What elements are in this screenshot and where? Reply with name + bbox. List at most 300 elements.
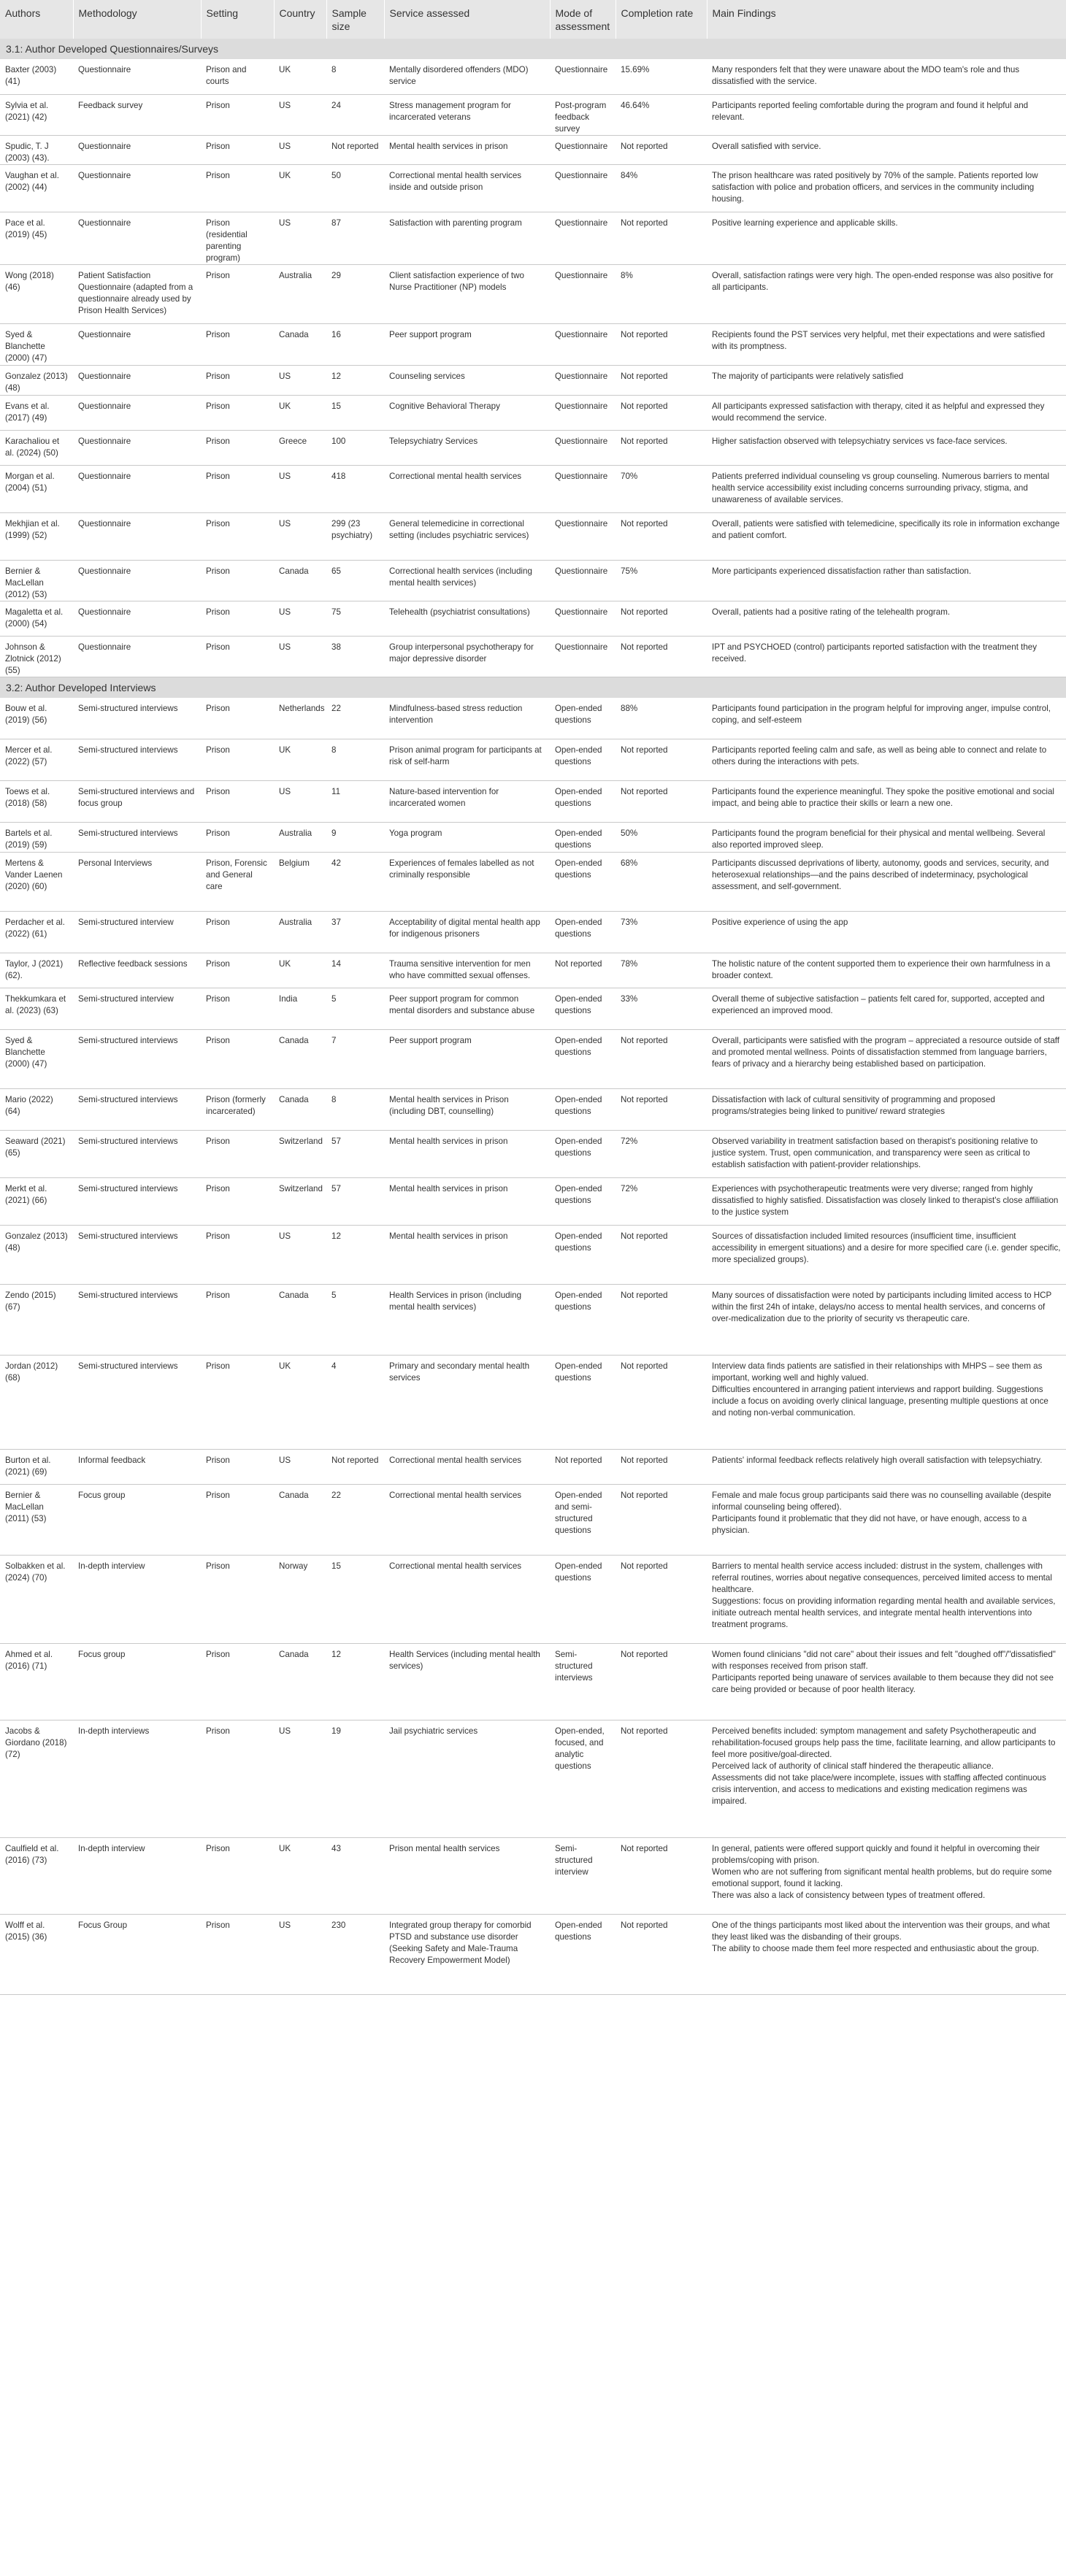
cell-completion-rate: Not reported bbox=[616, 1838, 707, 1915]
cell-service-assessed: Primary and secondary mental health services bbox=[384, 1356, 550, 1450]
cell-sample-size: 29 bbox=[326, 264, 384, 323]
cell-mode-of-assessment: Semi-structured interviews bbox=[550, 1644, 616, 1720]
cell-main-findings: Participants reported feeling comfortable during the program and found it helpful and relevant. bbox=[707, 94, 1066, 135]
cell-setting: Prison bbox=[201, 823, 274, 853]
cell-mode-of-assessment: Semi-structured interview bbox=[550, 1838, 616, 1915]
cell-authors: Taylor, J (2021) (62). bbox=[0, 953, 73, 988]
table-row bbox=[0, 395, 1066, 430]
column-header-country: Country bbox=[274, 0, 326, 39]
cell-methodology: Questionnaire bbox=[73, 395, 201, 430]
cell-setting: Prison bbox=[201, 781, 274, 823]
cell-service-assessed: Correctional mental health services bbox=[384, 1556, 550, 1644]
cell-completion-rate: Not reported bbox=[616, 395, 707, 430]
cell-mode-of-assessment: Open-ended questions bbox=[550, 781, 616, 823]
cell-completion-rate: 72% bbox=[616, 1131, 707, 1178]
cell-completion-rate: 78% bbox=[616, 953, 707, 988]
table-body bbox=[0, 39, 1066, 1995]
cell-setting: Prison bbox=[201, 1644, 274, 1720]
cell-setting: Prison bbox=[201, 1556, 274, 1644]
cell-completion-rate: Not reported bbox=[616, 1285, 707, 1356]
cell-authors: Mario (2022) (64) bbox=[0, 1089, 73, 1131]
cell-methodology: Semi-structured interviews bbox=[73, 1178, 201, 1226]
cell-methodology: Questionnaire bbox=[73, 430, 201, 465]
cell-setting: Prison bbox=[201, 430, 274, 465]
cell-service-assessed: Mental health services in prison bbox=[384, 135, 550, 164]
cell-completion-rate: 46.64% bbox=[616, 94, 707, 135]
table-row bbox=[0, 1450, 1066, 1485]
cell-country: India bbox=[274, 988, 326, 1030]
cell-authors: Merkt et al. (2021) (66) bbox=[0, 1178, 73, 1226]
cell-authors: Caulfield et al. (2016) (73) bbox=[0, 1838, 73, 1915]
cell-country: US bbox=[274, 636, 326, 677]
cell-completion-rate: Not reported bbox=[616, 1720, 707, 1838]
cell-sample-size: 75 bbox=[326, 601, 384, 636]
cell-mode-of-assessment: Questionnaire bbox=[550, 636, 616, 677]
cell-country: Canada bbox=[274, 1030, 326, 1089]
cell-main-findings: Overall, patients had a positive rating of the telehealth program. bbox=[707, 601, 1066, 636]
cell-completion-rate: 70% bbox=[616, 465, 707, 512]
cell-service-assessed: Jail psychiatric services bbox=[384, 1720, 550, 1838]
cell-service-assessed: Yoga program bbox=[384, 823, 550, 853]
cell-mode-of-assessment: Open-ended questions bbox=[550, 1131, 616, 1178]
cell-methodology: Questionnaire bbox=[73, 512, 201, 560]
section-header-row bbox=[0, 677, 1066, 698]
table-row bbox=[0, 636, 1066, 677]
column-header-sample-size: Sample size bbox=[326, 0, 384, 39]
table-row bbox=[0, 1178, 1066, 1226]
table-row bbox=[0, 1089, 1066, 1131]
cell-service-assessed: Acceptability of digital mental health app for indigenous prisoners bbox=[384, 912, 550, 953]
cell-main-findings: Perceived benefits included: symptom management and safety Psychotherapeutic and rehabilitation-focused groups help pass the time, facilitate learning, and allow participants to feel more positive/goal-directed. Perceived lack of authority of clinical staff hindered the therapeutic alliance. Assessments did not take place/were incomplete, issues with staffing affected continuous crisis intervention, and access to medications and existing medication regimens was impaired. bbox=[707, 1720, 1066, 1838]
cell-setting: Prison bbox=[201, 395, 274, 430]
table-row bbox=[0, 1030, 1066, 1089]
cell-mode-of-assessment: Questionnaire bbox=[550, 59, 616, 94]
cell-setting: Prison bbox=[201, 953, 274, 988]
cell-country: Canada bbox=[274, 560, 326, 601]
cell-authors: Spudic, T. J (2003) (43). bbox=[0, 135, 73, 164]
cell-main-findings: Overall satisfied with service. bbox=[707, 135, 1066, 164]
table-header-row bbox=[0, 0, 1066, 39]
cell-setting: Prison bbox=[201, 1030, 274, 1089]
cell-completion-rate: Not reported bbox=[616, 781, 707, 823]
cell-setting: Prison bbox=[201, 1915, 274, 1995]
cell-setting: Prison bbox=[201, 135, 274, 164]
cell-country: UK bbox=[274, 395, 326, 430]
cell-setting: Prison bbox=[201, 264, 274, 323]
table-row bbox=[0, 1915, 1066, 1995]
table-row bbox=[0, 1226, 1066, 1285]
cell-methodology: Semi-structured interviews bbox=[73, 1131, 201, 1178]
cell-completion-rate: Not reported bbox=[616, 1485, 707, 1556]
column-header-authors: Authors bbox=[0, 0, 73, 39]
cell-sample-size: 15 bbox=[326, 395, 384, 430]
column-header-mode-of-assessment: Mode of assessment bbox=[550, 0, 616, 39]
cell-country: Australia bbox=[274, 823, 326, 853]
cell-sample-size: 43 bbox=[326, 1838, 384, 1915]
cell-methodology: Informal feedback bbox=[73, 1450, 201, 1485]
cell-completion-rate: 8% bbox=[616, 264, 707, 323]
cell-main-findings: Recipients found the PST services very helpful, met their expectations and were satisfied with its promptness. bbox=[707, 323, 1066, 365]
cell-sample-size: 87 bbox=[326, 212, 384, 264]
cell-setting: Prison and courts bbox=[201, 59, 274, 94]
cell-main-findings: Overall, satisfaction ratings were very high. The open-ended response was also positive for all participants. bbox=[707, 264, 1066, 323]
cell-setting: Prison bbox=[201, 1450, 274, 1485]
cell-completion-rate: 88% bbox=[616, 698, 707, 739]
cell-service-assessed: Stress management program for incarcerated veterans bbox=[384, 94, 550, 135]
cell-sample-size: 57 bbox=[326, 1131, 384, 1178]
cell-mode-of-assessment: Open-ended questions bbox=[550, 1556, 616, 1644]
cell-mode-of-assessment: Questionnaire bbox=[550, 135, 616, 164]
cell-mode-of-assessment: Questionnaire bbox=[550, 164, 616, 212]
cell-main-findings: The prison healthcare was rated positively by 70% of the sample. Patients reported low satisfaction with police and probation officers, and services in the community including housing. bbox=[707, 164, 1066, 212]
cell-sample-size: 7 bbox=[326, 1030, 384, 1089]
cell-country: Switzerland bbox=[274, 1131, 326, 1178]
cell-service-assessed: Peer support program bbox=[384, 323, 550, 365]
cell-service-assessed: Prison animal program for participants at risk of self-harm bbox=[384, 739, 550, 781]
cell-sample-size: 42 bbox=[326, 853, 384, 912]
cell-mode-of-assessment: Open-ended, focused, and analytic questions bbox=[550, 1720, 616, 1838]
cell-completion-rate: 75% bbox=[616, 560, 707, 601]
table-row bbox=[0, 465, 1066, 512]
cell-completion-rate: Not reported bbox=[616, 739, 707, 781]
cell-sample-size: 299 (23 psychiatry) bbox=[326, 512, 384, 560]
cell-main-findings: Observed variability in treatment satisfaction based on therapist's positioning relative to justice system. Trust, open communication, and transparency were seen as critical to establish satisfaction with patient-provider relationships. bbox=[707, 1131, 1066, 1178]
cell-setting: Prison bbox=[201, 1131, 274, 1178]
cell-country: Canada bbox=[274, 1285, 326, 1356]
cell-country: US bbox=[274, 465, 326, 512]
cell-mode-of-assessment: Questionnaire bbox=[550, 430, 616, 465]
cell-sample-size: 24 bbox=[326, 94, 384, 135]
cell-main-findings: Many sources of dissatisfaction were noted by participants including limited access to HCP within the first 24h of intake, delays/no access to mental health services, and concerns of over-medicalization due to the priority of security vs therapeutic care. bbox=[707, 1285, 1066, 1356]
cell-main-findings: Dissatisfaction with lack of cultural sensitivity of programming and proposed programs/strategies being linked to punitive/ reward strategies bbox=[707, 1089, 1066, 1131]
column-header-setting: Setting bbox=[201, 0, 274, 39]
cell-authors: Bouw et al. (2019) (56) bbox=[0, 698, 73, 739]
cell-service-assessed: Cognitive Behavioral Therapy bbox=[384, 395, 550, 430]
cell-mode-of-assessment: Open-ended and semi-structured questions bbox=[550, 1485, 616, 1556]
cell-main-findings: Overall, participants were satisfied with the program – appreciated a resource outside of staff and promoted mental wellness. Points of dissatisfaction stemmed from language barriers, fears of privacy and a hierarchy being established based on participation. bbox=[707, 1030, 1066, 1089]
cell-setting: Prison bbox=[201, 988, 274, 1030]
table-row bbox=[0, 853, 1066, 912]
cell-mode-of-assessment: Open-ended questions bbox=[550, 1089, 616, 1131]
cell-completion-rate: Not reported bbox=[616, 323, 707, 365]
cell-sample-size: 8 bbox=[326, 739, 384, 781]
cell-methodology: Questionnaire bbox=[73, 212, 201, 264]
cell-sample-size: 38 bbox=[326, 636, 384, 677]
cell-main-findings: Interview data finds patients are satisfied in their relationships with MHPS – see them as important, working well and highly valued. Difficulties encountered in arranging patient interviews and rapport building. Suggestions include a focus on avoiding overly clinical language, presenting multiple questions at once and noting non-verbal communication. bbox=[707, 1356, 1066, 1450]
cell-methodology: Semi-structured interviews and focus group bbox=[73, 781, 201, 823]
table-row bbox=[0, 1644, 1066, 1720]
table-row bbox=[0, 601, 1066, 636]
cell-setting: Prison bbox=[201, 164, 274, 212]
cell-main-findings: IPT and PSYCHOED (control) participants reported satisfaction with the treatment they received. bbox=[707, 636, 1066, 677]
cell-mode-of-assessment: Open-ended questions bbox=[550, 739, 616, 781]
cell-mode-of-assessment: Open-ended questions bbox=[550, 912, 616, 953]
cell-completion-rate: 84% bbox=[616, 164, 707, 212]
cell-sample-size: 11 bbox=[326, 781, 384, 823]
cell-methodology: Semi-structured interviews bbox=[73, 1226, 201, 1285]
cell-methodology: Questionnaire bbox=[73, 164, 201, 212]
table-row bbox=[0, 560, 1066, 601]
cell-sample-size: 9 bbox=[326, 823, 384, 853]
column-header-main-findings: Main Findings bbox=[707, 0, 1066, 39]
cell-authors: Solbakken et al. (2024) (70) bbox=[0, 1556, 73, 1644]
cell-completion-rate: 33% bbox=[616, 988, 707, 1030]
cell-mode-of-assessment: Questionnaire bbox=[550, 365, 616, 395]
cell-methodology: Reflective feedback sessions bbox=[73, 953, 201, 988]
cell-service-assessed: Peer support program for common mental disorders and substance abuse bbox=[384, 988, 550, 1030]
cell-country: Canada bbox=[274, 1089, 326, 1131]
cell-service-assessed: Mentally disordered offenders (MDO) service bbox=[384, 59, 550, 94]
cell-authors: Bartels et al. (2019) (59) bbox=[0, 823, 73, 853]
cell-authors: Jordan (2012) (68) bbox=[0, 1356, 73, 1450]
cell-service-assessed: Experiences of females labelled as not criminally responsible bbox=[384, 853, 550, 912]
cell-mode-of-assessment: Questionnaire bbox=[550, 465, 616, 512]
cell-mode-of-assessment: Open-ended questions bbox=[550, 1030, 616, 1089]
cell-country: UK bbox=[274, 1356, 326, 1450]
cell-methodology: Semi-structured interviews bbox=[73, 739, 201, 781]
cell-main-findings: More participants experienced dissatisfaction rather than satisfaction. bbox=[707, 560, 1066, 601]
table-row bbox=[0, 59, 1066, 94]
cell-main-findings: The holistic nature of the content supported them to experience their own harmfulness in a broader context. bbox=[707, 953, 1066, 988]
cell-sample-size: 37 bbox=[326, 912, 384, 953]
table-row bbox=[0, 212, 1066, 264]
cell-country: US bbox=[274, 135, 326, 164]
cell-mode-of-assessment: Questionnaire bbox=[550, 395, 616, 430]
cell-service-assessed: Correctional health services (including mental health services) bbox=[384, 560, 550, 601]
cell-methodology: Questionnaire bbox=[73, 465, 201, 512]
cell-country: US bbox=[274, 1450, 326, 1485]
cell-methodology: Semi-structured interviews bbox=[73, 1285, 201, 1356]
cell-completion-rate: 73% bbox=[616, 912, 707, 953]
cell-completion-rate: Not reported bbox=[616, 1356, 707, 1450]
section-header-row bbox=[0, 39, 1066, 59]
cell-setting: Prison bbox=[201, 1485, 274, 1556]
cell-completion-rate: 68% bbox=[616, 853, 707, 912]
cell-sample-size: 16 bbox=[326, 323, 384, 365]
cell-country: Canada bbox=[274, 1485, 326, 1556]
cell-main-findings: Higher satisfaction observed with telepsychiatry services vs face-face services. bbox=[707, 430, 1066, 465]
table-row bbox=[0, 1556, 1066, 1644]
cell-authors: Syed & Blanchette (2000) (47) bbox=[0, 323, 73, 365]
cell-authors: Johnson & Zlotnick (2012) (55) bbox=[0, 636, 73, 677]
cell-mode-of-assessment: Not reported bbox=[550, 953, 616, 988]
cell-authors: Seaward (2021) (65) bbox=[0, 1131, 73, 1178]
cell-mode-of-assessment: Open-ended questions bbox=[550, 823, 616, 853]
cell-setting: Prison bbox=[201, 465, 274, 512]
cell-service-assessed: Peer support program bbox=[384, 1030, 550, 1089]
cell-authors: Mercer et al. (2022) (57) bbox=[0, 739, 73, 781]
cell-sample-size: 8 bbox=[326, 59, 384, 94]
cell-sample-size: 8 bbox=[326, 1089, 384, 1131]
cell-service-assessed: Health Services (including mental health services) bbox=[384, 1644, 550, 1720]
cell-methodology: Focus group bbox=[73, 1485, 201, 1556]
cell-mode-of-assessment: Post-program feedback survey bbox=[550, 94, 616, 135]
table-row bbox=[0, 781, 1066, 823]
cell-methodology: Questionnaire bbox=[73, 560, 201, 601]
cell-mode-of-assessment: Open-ended questions bbox=[550, 1356, 616, 1450]
cell-mode-of-assessment: Not reported bbox=[550, 1450, 616, 1485]
table-row bbox=[0, 953, 1066, 988]
cell-setting: Prison bbox=[201, 512, 274, 560]
cell-main-findings: Participants found the experience meaningful. They spoke the positive emotional and social impact, and being able to practice their skills or learn a new one. bbox=[707, 781, 1066, 823]
cell-authors: Zendo (2015) (67) bbox=[0, 1285, 73, 1356]
cell-service-assessed: Telepsychiatry Services bbox=[384, 430, 550, 465]
cell-mode-of-assessment: Open-ended questions bbox=[550, 1226, 616, 1285]
cell-country: US bbox=[274, 365, 326, 395]
cell-authors: Burton et al. (2021) (69) bbox=[0, 1450, 73, 1485]
table-row bbox=[0, 323, 1066, 365]
cell-mode-of-assessment: Open-ended questions bbox=[550, 1915, 616, 1995]
cell-main-findings: Many responders felt that they were unaware about the MDO team's role and thus dissatisfied with the service. bbox=[707, 59, 1066, 94]
table-row bbox=[0, 94, 1066, 135]
cell-country: US bbox=[274, 781, 326, 823]
cell-authors: Morgan et al. (2004) (51) bbox=[0, 465, 73, 512]
cell-service-assessed: Integrated group therapy for comorbid PTSD and substance use disorder (Seeking Safety and Male-Trauma Recovery Empowerment Model) bbox=[384, 1915, 550, 1995]
cell-authors: Mekhjian et al. (1999) (52) bbox=[0, 512, 73, 560]
cell-methodology: Questionnaire bbox=[73, 636, 201, 677]
cell-setting: Prison bbox=[201, 739, 274, 781]
cell-main-findings: Women found clinicians "did not care" about their issues and felt "doughed off"/"dissatisfied" with responses received from prison staff. Participants reported being unaware of services available to them because they did not see care being provided or because of poor health literacy. bbox=[707, 1644, 1066, 1720]
cell-completion-rate: Not reported bbox=[616, 512, 707, 560]
cell-country: UK bbox=[274, 1838, 326, 1915]
cell-service-assessed: Mindfulness-based stress reduction intervention bbox=[384, 698, 550, 739]
cell-methodology: Patient Satisfaction Questionnaire (adapted from a questionnaire already used by Prison Health Services) bbox=[73, 264, 201, 323]
cell-authors: Pace et al. (2019) (45) bbox=[0, 212, 73, 264]
table-row bbox=[0, 1720, 1066, 1838]
cell-setting: Prison (formerly incarcerated) bbox=[201, 1089, 274, 1131]
cell-methodology: Semi-structured interviews bbox=[73, 698, 201, 739]
cell-completion-rate: Not reported bbox=[616, 601, 707, 636]
cell-completion-rate: Not reported bbox=[616, 1226, 707, 1285]
cell-authors: Wolff et al. (2015) (36) bbox=[0, 1915, 73, 1995]
cell-methodology: Focus Group bbox=[73, 1915, 201, 1995]
table-row bbox=[0, 1485, 1066, 1556]
cell-country: Australia bbox=[274, 912, 326, 953]
cell-methodology: Semi-structured interviews bbox=[73, 1356, 201, 1450]
cell-service-assessed: Telehealth (psychiatrist consultations) bbox=[384, 601, 550, 636]
cell-methodology: Focus group bbox=[73, 1644, 201, 1720]
cell-sample-size: 230 bbox=[326, 1915, 384, 1995]
cell-sample-size: 12 bbox=[326, 1644, 384, 1720]
cell-authors: Gonzalez (2013) (48) bbox=[0, 1226, 73, 1285]
cell-setting: Prison bbox=[201, 1720, 274, 1838]
cell-country: Switzerland bbox=[274, 1178, 326, 1226]
cell-authors: Perdacher et al. (2022) (61) bbox=[0, 912, 73, 953]
cell-methodology: Personal Interviews bbox=[73, 853, 201, 912]
cell-setting: Prison bbox=[201, 365, 274, 395]
cell-service-assessed: Correctional mental health services bbox=[384, 1450, 550, 1485]
table-row bbox=[0, 1285, 1066, 1356]
cell-methodology: In-depth interview bbox=[73, 1838, 201, 1915]
cell-country: Belgium bbox=[274, 853, 326, 912]
cell-authors: Jacobs & Giordano (2018) (72) bbox=[0, 1720, 73, 1838]
cell-main-findings: Positive experience of using the app bbox=[707, 912, 1066, 953]
cell-sample-size: 4 bbox=[326, 1356, 384, 1450]
cell-mode-of-assessment: Open-ended questions bbox=[550, 698, 616, 739]
cell-sample-size: 57 bbox=[326, 1178, 384, 1226]
cell-country: US bbox=[274, 1720, 326, 1838]
cell-completion-rate: Not reported bbox=[616, 636, 707, 677]
cell-country: US bbox=[274, 512, 326, 560]
cell-completion-rate: 50% bbox=[616, 823, 707, 853]
cell-sample-size: 14 bbox=[326, 953, 384, 988]
cell-sample-size: 5 bbox=[326, 988, 384, 1030]
cell-service-assessed: Correctional mental health services bbox=[384, 1485, 550, 1556]
cell-sample-size: 418 bbox=[326, 465, 384, 512]
cell-methodology: Questionnaire bbox=[73, 59, 201, 94]
cell-service-assessed: Client satisfaction experience of two Nurse Practitioner (NP) models bbox=[384, 264, 550, 323]
cell-service-assessed: Satisfaction with parenting program bbox=[384, 212, 550, 264]
cell-authors: Ahmed et al. (2016) (71) bbox=[0, 1644, 73, 1720]
cell-main-findings: Patients' informal feedback reflects relatively high overall satisfaction with telepsychiatry. bbox=[707, 1450, 1066, 1485]
cell-methodology: In-depth interviews bbox=[73, 1720, 201, 1838]
cell-country: Canada bbox=[274, 323, 326, 365]
cell-authors: Thekkumkara et al. (2023) (63) bbox=[0, 988, 73, 1030]
cell-country: UK bbox=[274, 953, 326, 988]
cell-authors: Gonzalez (2013) (48) bbox=[0, 365, 73, 395]
table-row bbox=[0, 365, 1066, 395]
cell-setting: Prison bbox=[201, 1838, 274, 1915]
cell-country: Netherlands bbox=[274, 698, 326, 739]
cell-sample-size: 65 bbox=[326, 560, 384, 601]
section-title: 3.1: Author Developed Questionnaires/Surveys bbox=[0, 39, 1066, 59]
cell-country: Greece bbox=[274, 430, 326, 465]
cell-methodology: Semi-structured interviews bbox=[73, 1030, 201, 1089]
cell-sample-size: 100 bbox=[326, 430, 384, 465]
cell-authors: Magaletta et al. (2000) (54) bbox=[0, 601, 73, 636]
table-row bbox=[0, 823, 1066, 853]
cell-methodology: Semi-structured interview bbox=[73, 988, 201, 1030]
cell-methodology: Questionnaire bbox=[73, 601, 201, 636]
cell-methodology: Feedback survey bbox=[73, 94, 201, 135]
table-row bbox=[0, 1356, 1066, 1450]
cell-setting: Prison bbox=[201, 560, 274, 601]
cell-main-findings: The majority of participants were relatively satisfied bbox=[707, 365, 1066, 395]
cell-main-findings: Participants found participation in the program helpful for improving anger, impulse control, coping, and self-esteem bbox=[707, 698, 1066, 739]
cell-authors: Mertens & Vander Laenen (2020) (60) bbox=[0, 853, 73, 912]
cell-sample-size: 22 bbox=[326, 698, 384, 739]
cell-completion-rate: 72% bbox=[616, 1178, 707, 1226]
cell-setting: Prison bbox=[201, 1226, 274, 1285]
cell-authors: Sylvia et al. (2021) (42) bbox=[0, 94, 73, 135]
cell-setting: Prison bbox=[201, 601, 274, 636]
table-row bbox=[0, 912, 1066, 953]
cell-main-findings: Barriers to mental health service access included: distrust in the system, challenges with referral routines, worries about negative consequences, perceived limited access to mental healthcare. Suggestions: focus on providing information regarding mental health and available services, initiate outreach mental health services, and integrate mental health interventions into treatment programs. bbox=[707, 1556, 1066, 1644]
cell-mode-of-assessment: Questionnaire bbox=[550, 560, 616, 601]
cell-country: Australia bbox=[274, 264, 326, 323]
cell-setting: Prison bbox=[201, 1356, 274, 1450]
cell-sample-size: 5 bbox=[326, 1285, 384, 1356]
table-row bbox=[0, 988, 1066, 1030]
table-row bbox=[0, 264, 1066, 323]
cell-setting: Prison bbox=[201, 94, 274, 135]
cell-methodology: Questionnaire bbox=[73, 323, 201, 365]
cell-main-findings: Experiences with psychotherapeutic treatments were very diverse; ranged from highly dissatisfied to highly satisfied. Dissatisfaction was closely linked to therapist's close affiliation to the justice system bbox=[707, 1178, 1066, 1226]
cell-setting: Prison bbox=[201, 1178, 274, 1226]
cell-service-assessed: Correctional mental health services inside and outside prison bbox=[384, 164, 550, 212]
cell-main-findings: Sources of dissatisfaction included limited resources (insufficient time, insufficient accessibility in emergent situations) and a desire for more specified care (i.e. gender specific, more specialized groups). bbox=[707, 1226, 1066, 1285]
cell-service-assessed: Nature-based intervention for incarcerated women bbox=[384, 781, 550, 823]
cell-country: US bbox=[274, 212, 326, 264]
section-title: 3.2: Author Developed Interviews bbox=[0, 677, 1066, 698]
cell-completion-rate: Not reported bbox=[616, 135, 707, 164]
cell-mode-of-assessment: Open-ended questions bbox=[550, 853, 616, 912]
cell-service-assessed: Trauma sensitive intervention for men who have committed sexual offenses. bbox=[384, 953, 550, 988]
cell-authors: Toews et al. (2018) (58) bbox=[0, 781, 73, 823]
cell-authors: Bernier & MacLellan (2012) (53) bbox=[0, 560, 73, 601]
cell-mode-of-assessment: Open-ended questions bbox=[550, 1285, 616, 1356]
cell-main-findings: Overall theme of subjective satisfaction – patients felt cared for, supported, accepted and experienced an improved mood. bbox=[707, 988, 1066, 1030]
